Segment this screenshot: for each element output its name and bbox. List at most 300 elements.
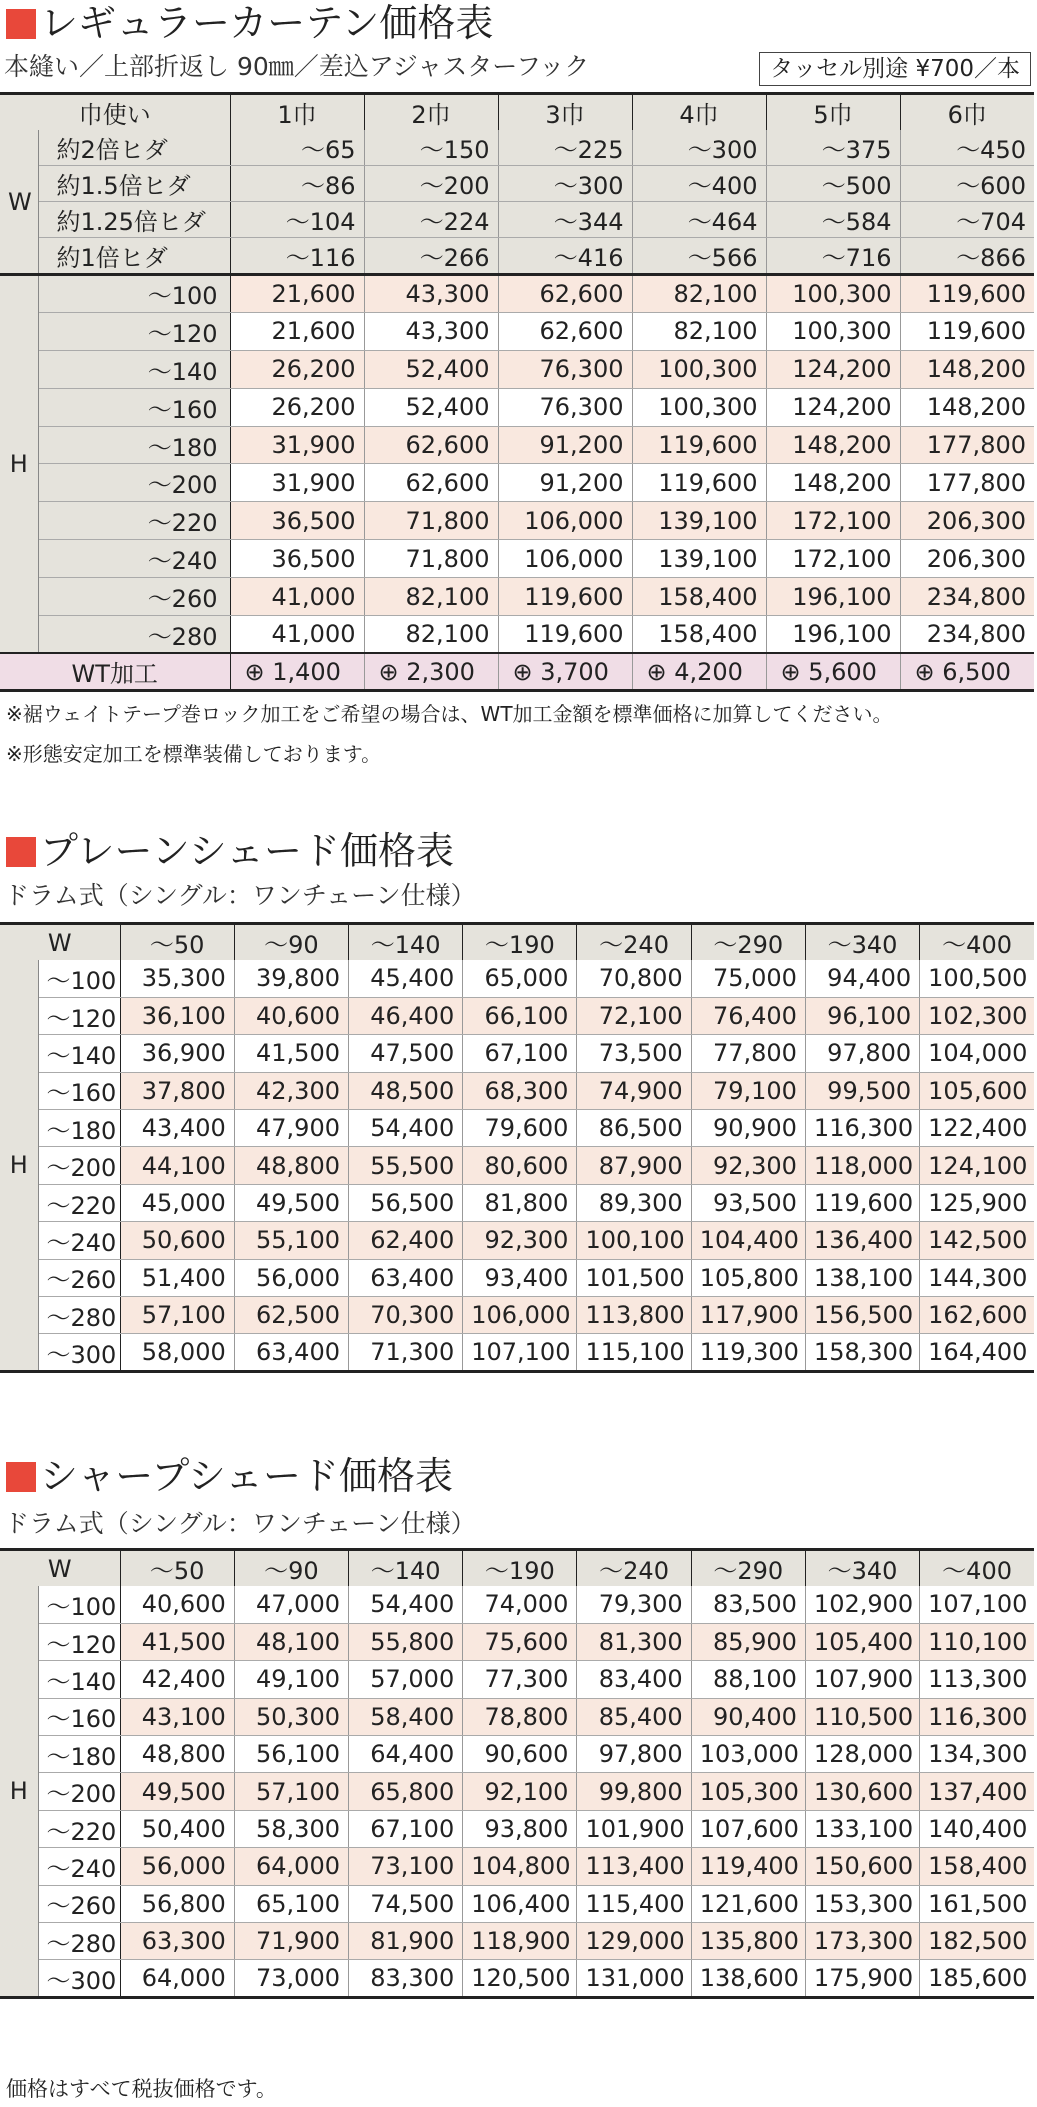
- row-label: ～140: [38, 1035, 120, 1072]
- table-cell: 82,100: [632, 312, 766, 350]
- row-label: ～180: [38, 426, 230, 464]
- table-cell: 206,300: [900, 502, 1034, 540]
- table-cell: 104,800: [463, 1848, 577, 1885]
- table-cell: 115,400: [577, 1885, 691, 1922]
- table-cell: 106,000: [463, 1297, 577, 1334]
- table-cell: 148,200: [900, 388, 1034, 426]
- table-cell: 62,400: [348, 1222, 462, 1259]
- table-cell: ～400: [632, 166, 766, 202]
- table-cell: 177,800: [900, 426, 1034, 464]
- table-cell: 110,100: [920, 1623, 1034, 1660]
- w-axis-label: W: [0, 1550, 120, 1587]
- table-row: [0, 1661, 1034, 1698]
- table-cell: 121,600: [691, 1885, 805, 1922]
- table-cell: 88,100: [691, 1661, 805, 1698]
- column-header: ～50: [120, 1550, 234, 1587]
- row-label: ～200: [38, 1773, 120, 1810]
- table-row: [0, 275, 1034, 313]
- table-cell: 124,200: [766, 388, 900, 426]
- table-cell: 119,600: [498, 616, 632, 654]
- row-label: ～160: [38, 1072, 120, 1109]
- table-cell: ～500: [766, 166, 900, 202]
- table-cell: 97,800: [577, 1736, 691, 1773]
- table-cell: 103,000: [691, 1736, 805, 1773]
- table-cell: 107,100: [463, 1334, 577, 1371]
- table-cell: 206,300: [900, 540, 1034, 578]
- table-cell: 113,400: [577, 1848, 691, 1885]
- table-cell: 134,300: [920, 1736, 1034, 1773]
- table-cell: ～300: [632, 130, 766, 166]
- table-cell: 57,100: [234, 1773, 348, 1810]
- column-header: 1巾: [230, 94, 364, 131]
- width-row: [0, 130, 1034, 166]
- column-header: ～90: [234, 1550, 348, 1587]
- table-cell: 83,300: [348, 1960, 462, 1997]
- table-cell: 74,000: [463, 1586, 577, 1623]
- table-row: [0, 1586, 1034, 1623]
- table-cell: ～600: [900, 166, 1034, 202]
- row-label: ～300: [38, 1960, 120, 1997]
- table-cell: 173,300: [805, 1923, 919, 1960]
- column-header: ～50: [120, 924, 234, 961]
- table-cell: 131,000: [577, 1960, 691, 1997]
- table-row: [0, 616, 1034, 654]
- row-label: ～100: [38, 275, 230, 313]
- table-cell: 105,400: [805, 1623, 919, 1660]
- table-cell: 148,200: [766, 426, 900, 464]
- table-cell: 105,800: [691, 1259, 805, 1296]
- column-header: ～290: [691, 924, 805, 961]
- wt-row: [0, 653, 1034, 691]
- curtain-subtitle: 本縫い／上部折返し 90㎜／差込アジャスターフック: [4, 52, 590, 81]
- table-cell: 43,100: [120, 1698, 234, 1735]
- table-cell: 90,400: [691, 1698, 805, 1735]
- table-cell: 50,600: [120, 1222, 234, 1259]
- row-label: ～260: [38, 1259, 120, 1296]
- table-cell: 156,500: [805, 1297, 919, 1334]
- table-cell: 82,100: [632, 275, 766, 313]
- w-axis-label: W: [0, 924, 120, 961]
- table-cell: 72,100: [577, 997, 691, 1034]
- table-cell: 63,300: [120, 1923, 234, 1960]
- red-square-icon: [6, 9, 36, 39]
- table-cell: 90,600: [463, 1736, 577, 1773]
- table-cell: 124,200: [766, 350, 900, 388]
- table-cell: 70,300: [348, 1297, 462, 1334]
- table-cell: 26,200: [230, 350, 364, 388]
- table-cell: 137,400: [920, 1773, 1034, 1810]
- table-cell: 142,500: [920, 1222, 1034, 1259]
- table-cell: 106,000: [498, 540, 632, 578]
- table-cell: 158,300: [805, 1334, 919, 1371]
- column-header: ～340: [805, 924, 919, 961]
- row-label: 約1.5倍ヒダ: [38, 166, 230, 202]
- table-cell: ～716: [766, 238, 900, 275]
- table-cell: 117,900: [691, 1297, 805, 1334]
- table-row: [0, 1222, 1034, 1259]
- table-cell: 74,500: [348, 1885, 462, 1922]
- table-cell: 63,400: [348, 1259, 462, 1296]
- table-cell: 73,500: [577, 1035, 691, 1072]
- table-cell: 196,100: [766, 616, 900, 654]
- row-label: ～140: [38, 350, 230, 388]
- row-label: ～180: [38, 1110, 120, 1147]
- wt-label: WT加工: [0, 653, 230, 691]
- table-cell: 40,600: [234, 997, 348, 1034]
- tassel-note: タッセル別途 ¥700／本: [759, 52, 1031, 86]
- row-label: ～140: [38, 1661, 120, 1698]
- table-row: [0, 1110, 1034, 1147]
- table-cell: 104,000: [920, 1035, 1034, 1072]
- table-cell: 97,800: [805, 1035, 919, 1072]
- w-axis-label: W: [0, 130, 38, 275]
- plain-subtitle: ドラム式（シングル：ワンチェーン仕様）: [4, 881, 476, 910]
- row-label: ～260: [38, 578, 230, 616]
- row-label: ～220: [38, 502, 230, 540]
- column-header: ～400: [920, 1550, 1034, 1587]
- table-cell: 100,500: [920, 960, 1034, 997]
- table-cell: 92,300: [691, 1147, 805, 1184]
- table-cell: 67,100: [348, 1810, 462, 1847]
- table-cell: 113,800: [577, 1297, 691, 1334]
- wt-cell: ⊕ 1,400: [230, 653, 364, 691]
- table-cell: 130,600: [805, 1773, 919, 1810]
- table-cell: 46,400: [348, 997, 462, 1034]
- row-label: ～260: [38, 1885, 120, 1922]
- table-cell: 101,500: [577, 1259, 691, 1296]
- table-cell: 105,300: [691, 1773, 805, 1810]
- width-row: [0, 166, 1034, 202]
- table-row: [0, 1297, 1034, 1334]
- table-row: [0, 1773, 1034, 1810]
- table-row: [0, 997, 1034, 1034]
- table-cell: 80,600: [463, 1147, 577, 1184]
- table-cell: 85,400: [577, 1698, 691, 1735]
- table-cell: 71,300: [348, 1334, 462, 1371]
- table-cell: 182,500: [920, 1923, 1034, 1960]
- table-cell: 54,400: [348, 1586, 462, 1623]
- width-row: [0, 238, 1034, 275]
- table-cell: 62,500: [234, 1297, 348, 1334]
- table-cell: 92,300: [463, 1222, 577, 1259]
- table-cell: 122,400: [920, 1110, 1034, 1147]
- column-header: 3巾: [498, 94, 632, 131]
- row-label: ～160: [38, 388, 230, 426]
- plain-price-table: [0, 922, 1034, 1373]
- table-cell: 148,200: [766, 464, 900, 502]
- table-cell: 158,400: [920, 1848, 1034, 1885]
- table-cell: 85,900: [691, 1623, 805, 1660]
- table-row: [0, 1960, 1034, 1997]
- curtain-note-1: ※裾ウェイトテープ巻ロック加工をご希望の場合は、WT加工金額を標準価格に加算してください。: [6, 702, 893, 726]
- row-label: 約2倍ヒダ: [38, 130, 230, 166]
- table-cell: 82,100: [364, 578, 498, 616]
- table-cell: 47,000: [234, 1586, 348, 1623]
- table-cell: 35,300: [120, 960, 234, 997]
- table-cell: ～300: [498, 166, 632, 202]
- table-cell: 106,400: [463, 1885, 577, 1922]
- table-cell: 49,500: [120, 1773, 234, 1810]
- column-header: 2巾: [364, 94, 498, 131]
- table-cell: 36,900: [120, 1035, 234, 1072]
- table-cell: 41,000: [230, 578, 364, 616]
- table-cell: 138,600: [691, 1960, 805, 1997]
- table-cell: ～86: [230, 166, 364, 202]
- table-cell: 64,400: [348, 1736, 462, 1773]
- table-cell: ～464: [632, 202, 766, 238]
- table-cell: ～704: [900, 202, 1034, 238]
- table-cell: 21,600: [230, 275, 364, 313]
- table-cell: 100,300: [766, 275, 900, 313]
- table-cell: 91,200: [498, 464, 632, 502]
- table-cell: 56,000: [234, 1259, 348, 1296]
- red-square-icon: [6, 1462, 36, 1492]
- row-label: ～300: [38, 1334, 120, 1371]
- table-cell: 75,600: [463, 1623, 577, 1660]
- table-cell: 62,600: [498, 312, 632, 350]
- table-cell: ～266: [364, 238, 498, 275]
- row-label: ～220: [38, 1810, 120, 1847]
- table-cell: 162,600: [920, 1297, 1034, 1334]
- tax-note: 価格はすべて税抜価格です。: [6, 2077, 277, 2101]
- table-cell: 56,800: [120, 1885, 234, 1922]
- table-row: [0, 1623, 1034, 1660]
- table-cell: ～566: [632, 238, 766, 275]
- row-label: ～280: [38, 616, 230, 654]
- table-cell: 87,900: [577, 1147, 691, 1184]
- table-cell: 172,100: [766, 502, 900, 540]
- table-cell: 77,800: [691, 1035, 805, 1072]
- table-row: [0, 312, 1034, 350]
- curtain-note-2: ※形態安定加工を標準装備しております。: [6, 742, 382, 766]
- table-cell: 82,100: [364, 616, 498, 654]
- row-label: ～240: [38, 1848, 120, 1885]
- table-cell: 65,100: [234, 1885, 348, 1922]
- curtain-title-text: レギュラーカーテン価格表: [40, 1, 494, 45]
- table-cell: 81,300: [577, 1623, 691, 1660]
- table-cell: 57,100: [120, 1297, 234, 1334]
- table-cell: 48,500: [348, 1072, 462, 1109]
- table-cell: 56,100: [234, 1736, 348, 1773]
- table-cell: 94,400: [805, 960, 919, 997]
- table-cell: 196,100: [766, 578, 900, 616]
- table-cell: 48,100: [234, 1623, 348, 1660]
- table-cell: 76,400: [691, 997, 805, 1034]
- table-cell: 100,300: [632, 350, 766, 388]
- table-cell: 55,500: [348, 1147, 462, 1184]
- row-label: ～100: [38, 960, 120, 997]
- table-row: [0, 502, 1034, 540]
- wt-cell: ⊕ 6,500: [900, 653, 1034, 691]
- h-axis-label: H: [0, 275, 38, 654]
- table-cell: 26,200: [230, 388, 364, 426]
- table-cell: 91,200: [498, 426, 632, 464]
- table-row: [0, 1334, 1034, 1371]
- table-cell: 104,400: [691, 1222, 805, 1259]
- table-cell: 48,800: [120, 1736, 234, 1773]
- table-cell: 74,900: [577, 1072, 691, 1109]
- column-header: 5巾: [766, 94, 900, 131]
- table-cell: ～65: [230, 130, 364, 166]
- table-cell: 139,100: [632, 502, 766, 540]
- table-cell: 58,000: [120, 1334, 234, 1371]
- table-cell: 48,800: [234, 1147, 348, 1184]
- row-label: ～120: [38, 312, 230, 350]
- table-cell: 93,500: [691, 1184, 805, 1221]
- column-header: ～240: [577, 1550, 691, 1587]
- table-cell: 71,800: [364, 540, 498, 578]
- table-cell: ～116: [230, 238, 364, 275]
- row-label: ～120: [38, 1623, 120, 1660]
- table-cell: 21,600: [230, 312, 364, 350]
- table-cell: ～866: [900, 238, 1034, 275]
- table-cell: 175,900: [805, 1960, 919, 1997]
- column-header: ～290: [691, 1550, 805, 1587]
- table-cell: 118,900: [463, 1923, 577, 1960]
- table-cell: ～150: [364, 130, 498, 166]
- table-row: [0, 1885, 1034, 1922]
- row-label: ～200: [38, 464, 230, 502]
- column-header: ～190: [463, 924, 577, 961]
- h-axis-label: H: [0, 1586, 38, 1997]
- curtain-price-table: [0, 92, 1034, 692]
- table-cell: 70,800: [577, 960, 691, 997]
- table-cell: 140,400: [920, 1810, 1034, 1847]
- table-row: [0, 578, 1034, 616]
- table-cell: 177,800: [900, 464, 1034, 502]
- table-cell: 161,500: [920, 1885, 1034, 1922]
- table-cell: 148,200: [900, 350, 1034, 388]
- table-cell: 118,000: [805, 1147, 919, 1184]
- table-cell: 105,600: [920, 1072, 1034, 1109]
- column-header: 巾使い: [0, 94, 230, 131]
- table-cell: 83,500: [691, 1586, 805, 1623]
- table-cell: 52,400: [364, 350, 498, 388]
- table-cell: 78,800: [463, 1698, 577, 1735]
- table-cell: 52,400: [364, 388, 498, 426]
- table-cell: 125,900: [920, 1184, 1034, 1221]
- row-label: ～120: [38, 997, 120, 1034]
- table-cell: 86,500: [577, 1110, 691, 1147]
- table-cell: 79,100: [691, 1072, 805, 1109]
- table-cell: 45,400: [348, 960, 462, 997]
- column-header: ～340: [805, 1550, 919, 1587]
- table-cell: ～225: [498, 130, 632, 166]
- table-cell: 115,100: [577, 1334, 691, 1371]
- table-cell: 133,100: [805, 1810, 919, 1847]
- table-cell: 119,400: [691, 1848, 805, 1885]
- table-cell: 47,500: [348, 1035, 462, 1072]
- table-cell: 234,800: [900, 578, 1034, 616]
- sharp-title: [6, 1453, 453, 1499]
- table-cell: 116,300: [920, 1698, 1034, 1735]
- wt-cell: ⊕ 4,200: [632, 653, 766, 691]
- table-cell: 120,500: [463, 1960, 577, 1997]
- table-cell: 102,900: [805, 1586, 919, 1623]
- table-cell: 234,800: [900, 616, 1034, 654]
- table-cell: 49,100: [234, 1661, 348, 1698]
- table-cell: 96,100: [805, 997, 919, 1034]
- table-cell: 50,400: [120, 1810, 234, 1847]
- table-row: [0, 1147, 1034, 1184]
- table-cell: 41,000: [230, 616, 364, 654]
- table-cell: 36,500: [230, 502, 364, 540]
- table-cell: 65,000: [463, 960, 577, 997]
- red-square-icon: [6, 837, 36, 867]
- row-label: ～280: [38, 1297, 120, 1334]
- table-row: [0, 960, 1034, 997]
- table-cell: 66,100: [463, 997, 577, 1034]
- table-cell: 54,400: [348, 1110, 462, 1147]
- table-row: [0, 350, 1034, 388]
- sharp-title-text: シャープシェード価格表: [40, 1454, 454, 1498]
- table-cell: 77,300: [463, 1661, 577, 1698]
- column-header: 6巾: [900, 94, 1034, 131]
- column-header: ～140: [348, 924, 462, 961]
- table-cell: 99,800: [577, 1773, 691, 1810]
- table-cell: 51,400: [120, 1259, 234, 1296]
- table-cell: 119,300: [691, 1334, 805, 1371]
- table-cell: 107,100: [920, 1586, 1034, 1623]
- table-cell: ～224: [364, 202, 498, 238]
- table-cell: ～104: [230, 202, 364, 238]
- table-cell: 150,600: [805, 1848, 919, 1885]
- wt-cell: ⊕ 3,700: [498, 653, 632, 691]
- table-cell: 41,500: [234, 1035, 348, 1072]
- wt-cell: ⊕ 2,300: [364, 653, 498, 691]
- row-label: 約1倍ヒダ: [38, 238, 230, 275]
- table-cell: 185,600: [920, 1960, 1034, 1997]
- row-label: ～220: [38, 1184, 120, 1221]
- table-cell: 92,100: [463, 1773, 577, 1810]
- row-label: ～240: [38, 540, 230, 578]
- table-cell: 37,800: [120, 1072, 234, 1109]
- table-row: [0, 1923, 1034, 1960]
- table-cell: 73,000: [234, 1960, 348, 1997]
- table-cell: 43,300: [364, 275, 498, 313]
- column-header: ～400: [920, 924, 1034, 961]
- table-cell: 93,400: [463, 1259, 577, 1296]
- table-cell: 67,100: [463, 1035, 577, 1072]
- table-cell: 101,900: [577, 1810, 691, 1847]
- table-cell: 110,500: [805, 1698, 919, 1735]
- plain-title-text: プレーンシェード価格表: [40, 829, 455, 873]
- table-cell: 58,300: [234, 1810, 348, 1847]
- table-row: [0, 1810, 1034, 1847]
- table-cell: 144,300: [920, 1259, 1034, 1296]
- table-cell: 43,400: [120, 1110, 234, 1147]
- table-cell: 81,800: [463, 1184, 577, 1221]
- table-cell: 79,600: [463, 1110, 577, 1147]
- table-cell: 31,900: [230, 426, 364, 464]
- table-cell: 62,600: [364, 464, 498, 502]
- table-cell: 45,000: [120, 1184, 234, 1221]
- table-cell: 107,600: [691, 1810, 805, 1847]
- table-cell: 158,400: [632, 578, 766, 616]
- table-cell: 128,000: [805, 1736, 919, 1773]
- table-cell: 57,000: [348, 1661, 462, 1698]
- table-row: [0, 1259, 1034, 1296]
- table-row: [0, 1848, 1034, 1885]
- table-cell: 107,900: [805, 1661, 919, 1698]
- table-cell: 119,600: [498, 578, 632, 616]
- table-cell: 99,500: [805, 1072, 919, 1109]
- table-cell: 55,800: [348, 1623, 462, 1660]
- table-cell: 116,300: [805, 1110, 919, 1147]
- column-header: ～240: [577, 924, 691, 961]
- table-cell: ～200: [364, 166, 498, 202]
- table-row: [0, 1184, 1034, 1221]
